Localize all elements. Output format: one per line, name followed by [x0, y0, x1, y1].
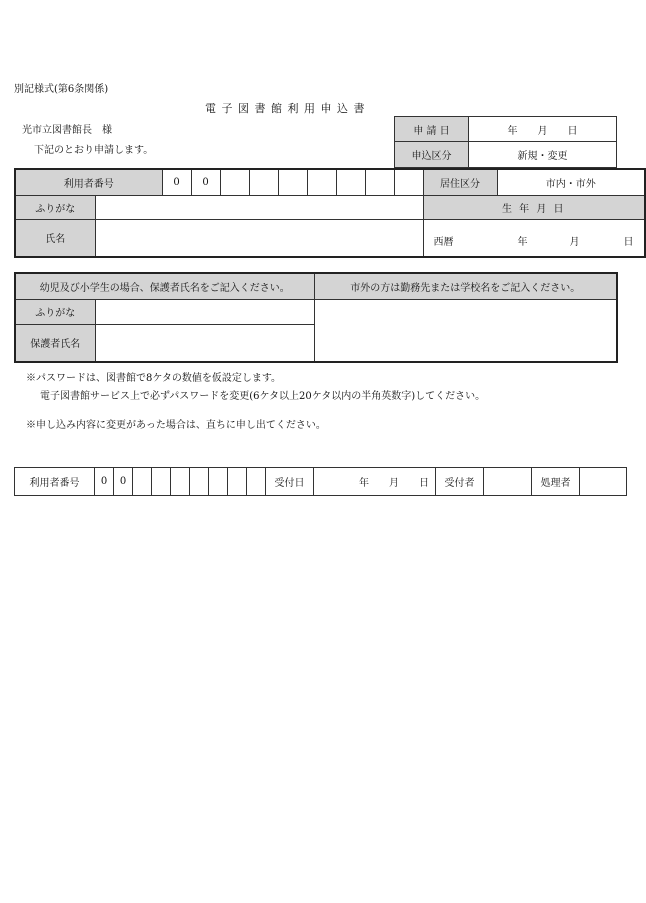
furigana-label: ふりがな [15, 195, 95, 219]
birth-date-field[interactable] [423, 219, 645, 257]
user-number-digit[interactable] [278, 169, 307, 195]
residence-field[interactable]: 市内・市外 [497, 169, 645, 195]
page-title: 電 子 図 書 館 利 用 申 込 書 [205, 102, 366, 115]
guardian-note: 幼児及び小学生の場合、保護者氏名をご記入ください。 [15, 273, 314, 299]
user-number-digit[interactable] [220, 169, 249, 195]
user-number-digit[interactable]: 0 [191, 169, 220, 195]
receiver-field[interactable] [484, 468, 532, 496]
office-use-table [14, 467, 627, 496]
workplace-school-field[interactable] [314, 299, 617, 362]
processor-label: 処理者 [532, 468, 580, 496]
user-number-digit[interactable]: 0 [162, 169, 191, 195]
birth-date-label: 生 年 月 日 [423, 195, 645, 219]
guardian-furigana-label: ふりがな [15, 299, 95, 324]
office-user-number-digit[interactable] [190, 468, 209, 496]
password-change-note: 電子図書館サービス上で必ずパスワードを変更(6ケタ以上20ケタ以内の半角英数字)してください。 [40, 391, 486, 402]
office-user-number-label: 利用者番号 [15, 468, 95, 496]
office-user-number-digit[interactable] [228, 468, 247, 496]
application-type-label: 申込区分 [395, 142, 469, 168]
guardian-furigana-field[interactable] [95, 299, 314, 324]
user-number-digit[interactable] [394, 169, 423, 195]
guardian-table [14, 272, 618, 363]
application-date-label: 申 請 日 [395, 117, 469, 142]
office-user-number-digit[interactable] [133, 468, 152, 496]
user-number-digit[interactable] [365, 169, 394, 195]
guardian-name-field[interactable] [95, 324, 314, 362]
user-number-digit[interactable] [336, 169, 365, 195]
office-user-number-digit[interactable] [209, 468, 228, 496]
birth-year-unit: 年 [517, 236, 528, 248]
application-date-field[interactable]: 年 月 日 [469, 117, 617, 142]
form-reference: 別記様式(第6条関係) [14, 84, 109, 95]
office-user-number-digit[interactable] [247, 468, 266, 496]
office-user-number-digit[interactable] [171, 468, 190, 496]
received-date-label: 受付日 [266, 468, 314, 496]
change-notice: ※申し込み内容に変更があった場合は、直ちに申し出てください。 [26, 420, 326, 431]
application-box [394, 116, 617, 168]
office-user-number-digit[interactable]: 0 [95, 468, 114, 496]
receiver-label: 受付者 [436, 468, 484, 496]
name-field[interactable] [95, 219, 423, 257]
outside-city-note: 市外の方は勤務先または学校名をご記入ください。 [314, 273, 617, 299]
user-number-label: 利用者番号 [15, 169, 162, 195]
office-user-number-digit[interactable] [152, 468, 171, 496]
password-note: ※パスワードは、図書館で8ケタの数値を仮設定します。 [26, 373, 282, 384]
residence-label: 居住区分 [423, 169, 497, 195]
birth-day-unit: 日 [623, 236, 634, 248]
application-type-field[interactable]: 新規・変更 [469, 142, 617, 168]
user-number-digit[interactable] [307, 169, 336, 195]
birth-month-unit: 月 [569, 236, 580, 248]
name-label: 氏名 [15, 219, 95, 257]
intro-text: 下記のとおり申請します。 [34, 145, 154, 156]
received-date-field[interactable]: 年 月 日 [314, 468, 436, 496]
addressee: 光市立図書館長 様 [22, 125, 112, 136]
furigana-field[interactable] [95, 195, 423, 219]
user-number-digit[interactable] [249, 169, 278, 195]
birth-era: 西暦 [433, 236, 454, 248]
office-user-number-digit[interactable]: 0 [114, 468, 133, 496]
processor-field[interactable] [580, 468, 627, 496]
applicant-table [14, 168, 646, 258]
guardian-name-label: 保護者氏名 [15, 324, 95, 362]
